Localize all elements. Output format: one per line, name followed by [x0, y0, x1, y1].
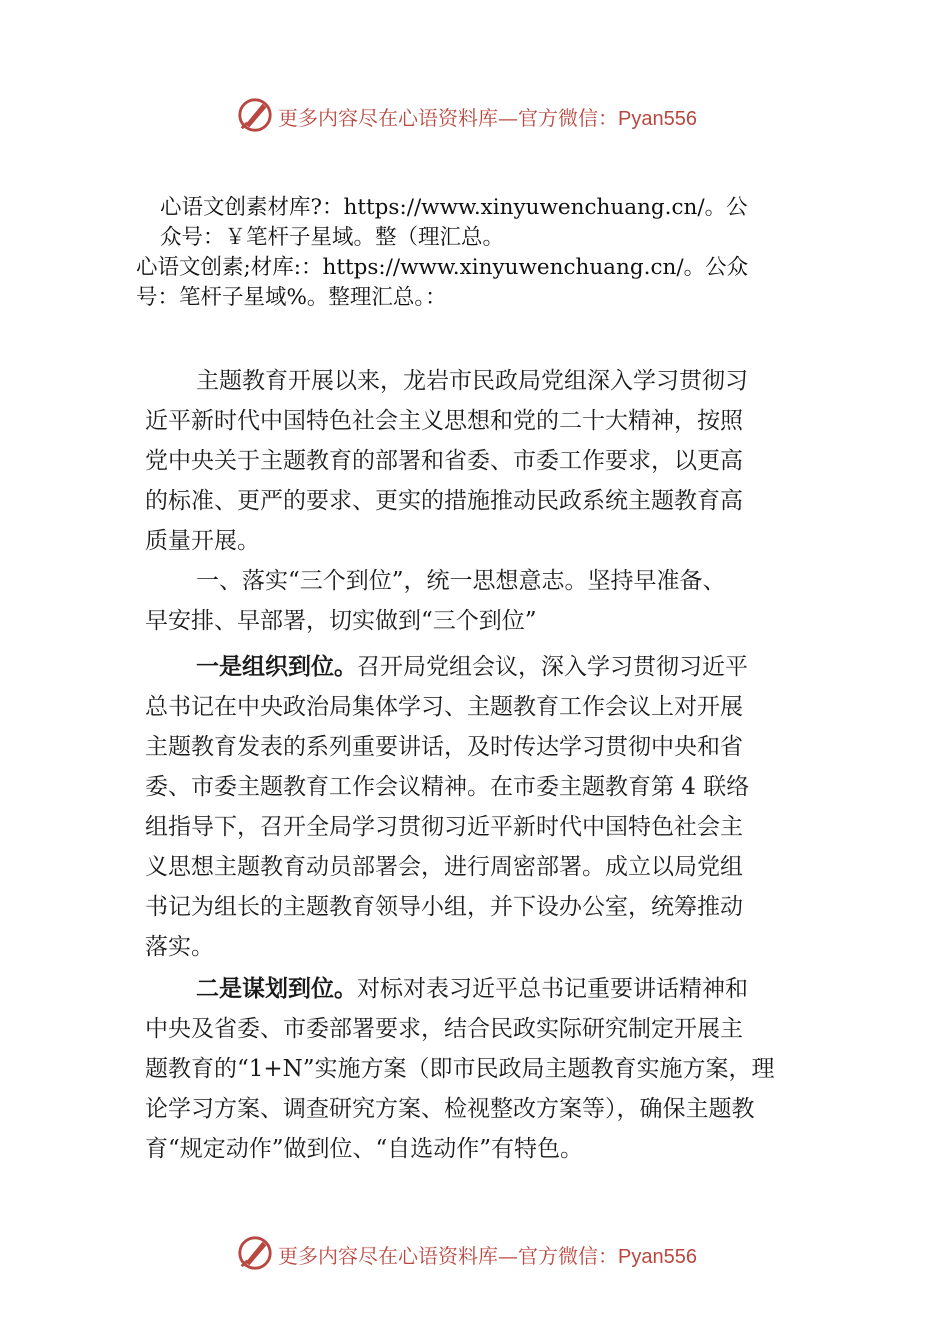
- text-line: 育“规定动作”做到位、“自选动作”有特色。: [145, 1136, 584, 1162]
- source-line-2: 众号：￥笔杆子星域。整（理汇总。: [160, 225, 505, 250]
- text-line: 义思想主题教育动员部署会，进行周密部署。成立以局党组: [145, 854, 743, 880]
- source-line-4: 号：笔杆子星域%。整理汇总。：: [136, 285, 447, 310]
- source-line-3: 心语文创素;材库:：https://www.xinyuwenchuang.cn/。公众: [136, 255, 749, 280]
- intro-paragraph: [145, 361, 815, 561]
- text-line: 论学习方案、调查研究方案、检视整改方案等），确保主题教: [145, 1096, 755, 1122]
- text-line: 总书记在中央政治局集体学习、主题教育工作会议上对开展: [145, 694, 743, 720]
- wechat-id: Pyan556: [618, 108, 697, 130]
- text-line: 二是谋划到位。对标对表习近平总书记重要讲话精神和: [196, 975, 748, 1002]
- header-banner: [0, 94, 950, 138]
- pen-logo-icon: [236, 96, 274, 134]
- section-heading-1: [145, 561, 815, 641]
- text-line: 质量开展。: [145, 528, 260, 554]
- text-line: 早安排、早部署，切实做到“三个到位”: [145, 608, 537, 634]
- wechat-id: Pyan556: [618, 1246, 697, 1268]
- point-1-paragraph: [145, 646, 815, 967]
- text-line: 书记为组长的主题教育领导小组，并下设办公室，统筹推动: [145, 894, 743, 920]
- text-line: 党中央关于主题教育的部署和省委、市委工作要求，以更高: [145, 448, 743, 474]
- point-1-lead: 一是组织到位。: [196, 653, 357, 679]
- text-line: 一、落实“三个到位”，统一思想意志。坚持早准备、: [196, 568, 726, 594]
- pen-logo-icon: [236, 1234, 274, 1272]
- point-2-paragraph: [145, 968, 815, 1169]
- text-line: 委、市委主题教育工作会议精神。在市委主题教育第 4 联络: [145, 774, 750, 800]
- text-line: 近平新时代中国特色社会主义思想和党的二十大精神，按照: [145, 408, 743, 434]
- text-line: 主题教育发表的系列重要讲话，及时传达学习贯彻中央和省: [145, 734, 743, 760]
- source-line-1: 心语文创素材库?：https://www.xinyuwenchuang.cn/。公: [160, 195, 748, 220]
- text-line: 中央及省委、市委部署要求，结合民政实际研究制定开展主: [145, 1016, 743, 1042]
- text-line: 落实。: [145, 934, 214, 960]
- text-line: 的标准、更严的要求、更实的措施推动民政系统主题教育高: [145, 488, 743, 514]
- text-line: 组指导下，召开全局学习贯彻习近平新时代中国特色社会主: [145, 814, 743, 840]
- point-2-lead: 二是谋划到位。: [196, 975, 357, 1001]
- banner-text: 更多内容尽在心语资料库—官方微信：Pyan556: [278, 106, 697, 130]
- footer-banner: [0, 1232, 950, 1276]
- text-line: 题教育的“1+N”实施方案（即市民政局主题教育实施方案，理: [145, 1056, 775, 1082]
- banner-text: 更多内容尽在心语资料库—官方微信：Pyan556: [278, 1244, 697, 1268]
- text-line: 主题教育开展以来，龙岩市民政局党组深入学习贯彻习: [196, 368, 748, 394]
- text-line: 一是组织到位。召开局党组会议，深入学习贯彻习近平: [196, 653, 748, 680]
